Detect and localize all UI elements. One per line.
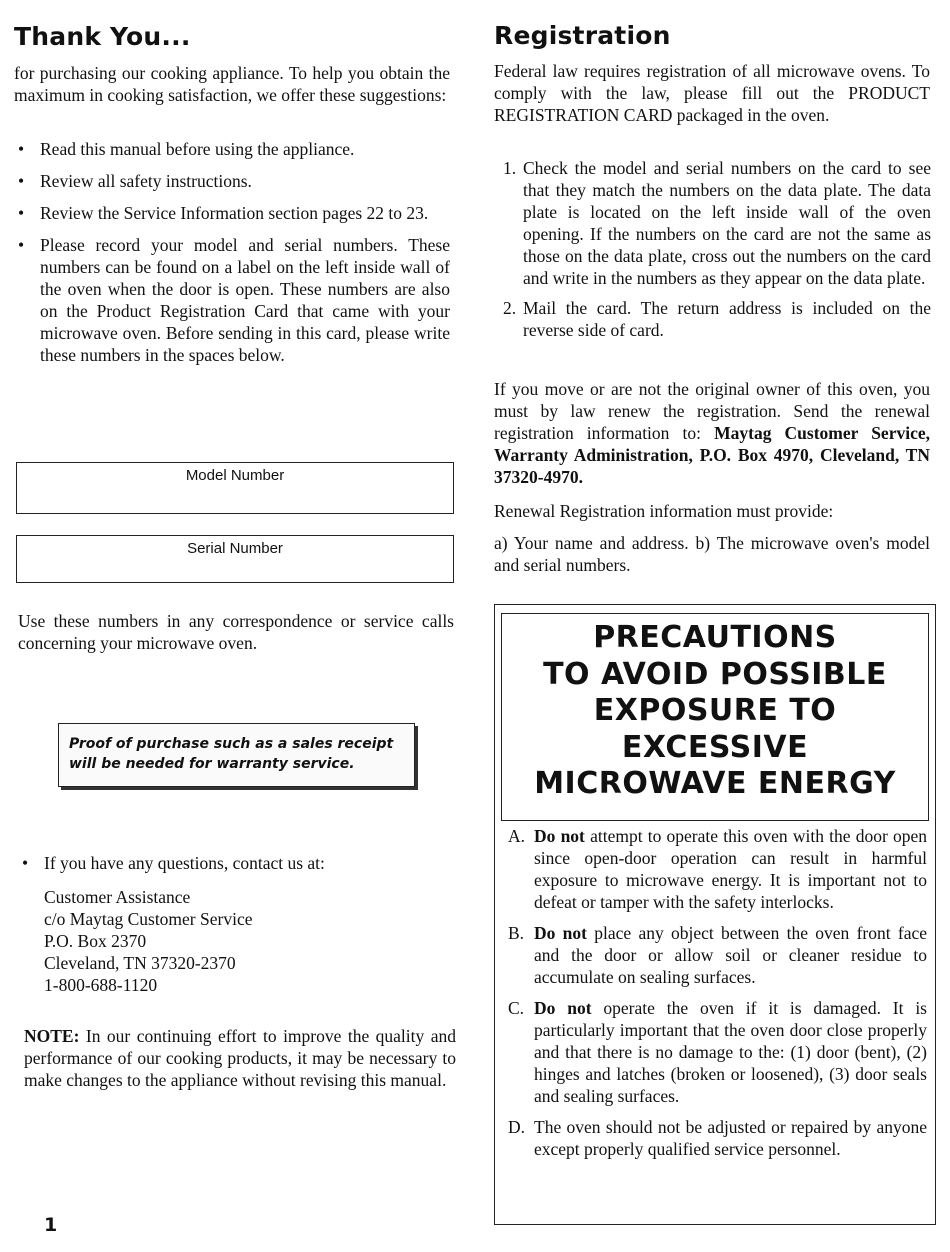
provide-text: a) Your name and address. b) The microwave oven's model and serial numbers. [494, 533, 930, 575]
note-text: In our continuing effort to improve the quality and performance of our cooking products, it may be necessary to make changes to the appliance without revising this manual. [24, 1026, 456, 1090]
bullet-icon: • [18, 203, 25, 223]
bullet-icon: • [18, 235, 25, 255]
list-item: • Read this manual before using the appliance. [18, 139, 355, 159]
serial-number-field[interactable] [16, 535, 454, 583]
bullet-icon: • [18, 139, 25, 159]
precautions-panel [494, 604, 936, 1225]
note-label: NOTE: [24, 1026, 80, 1046]
use-numbers-text: Use these numbers in any correspondence or service calls concerning your microwave oven. [18, 611, 454, 653]
contact-address [44, 886, 444, 996]
precautions-list [508, 825, 927, 1169]
registration-intro: Federal law requires registration of all microwave ovens. To comply with the law, please fill out the PRODUCT REGISTRATION CARD packaged in the oven. [494, 61, 930, 125]
contact-line: Customer Assistance [44, 887, 191, 907]
list-item: • Review all safety instructions. [18, 171, 252, 191]
list-item: • Please record your model and serial numbers. These numbers can be found on a label on the left inside wall of the oven when the door is open. These numbers are also on the Product Registration Card that came with your microwave oven. Before sending in this card, please write these numbers in the spaces below. [18, 235, 450, 365]
page-number: 1 [44, 1214, 58, 1236]
list-item: D. The oven should not be adjusted or repaired by anyone except properly qualified service personnel. [508, 1117, 927, 1159]
thank-you-intro: for purchasing our cooking appliance. To help you obtain the maximum in cooking satisfaction, we offer these suggestions: [14, 63, 450, 105]
serial-number-label: Serial Number [187, 540, 283, 557]
title-line: PRECAUTIONS [593, 620, 837, 655]
suggestions-list [16, 138, 450, 376]
phone-number: 1-800-688-1120 [44, 975, 158, 995]
proof-of-purchase-box: Proof of purchase such as a sales receipt will be needed for warranty service. [58, 723, 415, 787]
precautions-title [502, 614, 928, 803]
title-line: MICROWAVE ENERGY [534, 766, 896, 801]
list-item: A. Do not attempt to operate this oven with the door open since open-door operation can result in harmful exposure to microwave energy. It is important not to defeat or tamper with the safety interlocks. [508, 826, 927, 912]
contact-line: P.O. Box 2370 [44, 931, 147, 951]
model-number-field[interactable] [16, 462, 454, 514]
precautions-title-box [501, 613, 929, 821]
note-paragraph [24, 1025, 456, 1091]
registration-steps [497, 157, 931, 349]
move-text: If you move or are not the original owner of this oven, you must by law renew the registration. Send the renewal registration information to: [494, 379, 930, 443]
contact-line: Cleveland, TN 37320-2370 [44, 953, 236, 973]
questions-list [20, 852, 450, 884]
list-item: B. Do not place any object between the oven front face and the door or allow soil or cleaner residue to accumulate on sealing surfaces. [508, 923, 927, 987]
list-item: • If you have any questions, contact us at: [22, 853, 325, 873]
list-item: C. Do not operate the oven if it is damaged. It is particularly important that the oven door close properly and that there is no damage to the: (1) door (bent), (2) hinges and latches (broken or loosened), (3) door seals and sealing surfaces. [508, 998, 927, 1106]
move-paragraph [494, 378, 930, 488]
renewal-text: Renewal Registration information must provide: [494, 501, 834, 521]
registration-heading: Registration [494, 21, 671, 50]
title-line: EXCESSIVE [621, 729, 809, 765]
list-item: • Review the Service Information section pages 22 to 23. [18, 203, 429, 223]
list-item: 2. Mail the card. The return address is included on the reverse side of card. [503, 298, 931, 340]
list-item: 1. Check the model and serial numbers on the card to see that they match the numbers on the data plate. The data plate is located on the left inside wall of the oven opening. If the numbers on the card are not the same as those on the data plate, cross out the numbers on the card and write in the numbers as they appear on the data plate. [503, 158, 931, 288]
title-line: TO AVOID POSSIBLE [543, 656, 887, 692]
bullet-icon: • [18, 171, 25, 191]
model-number-label: Model Number [185, 467, 285, 484]
contact-line: c/o Maytag Customer Service [44, 909, 253, 929]
title-line: EXPOSURE TO [593, 693, 837, 728]
thank-you-heading: Thank You... [14, 22, 191, 51]
maytag-address: Maytag Customer Service, Warranty Administration, P.O. Box 4970, Cleveland, TN 37320-4970. [494, 423, 930, 487]
bullet-icon: • [22, 853, 29, 873]
